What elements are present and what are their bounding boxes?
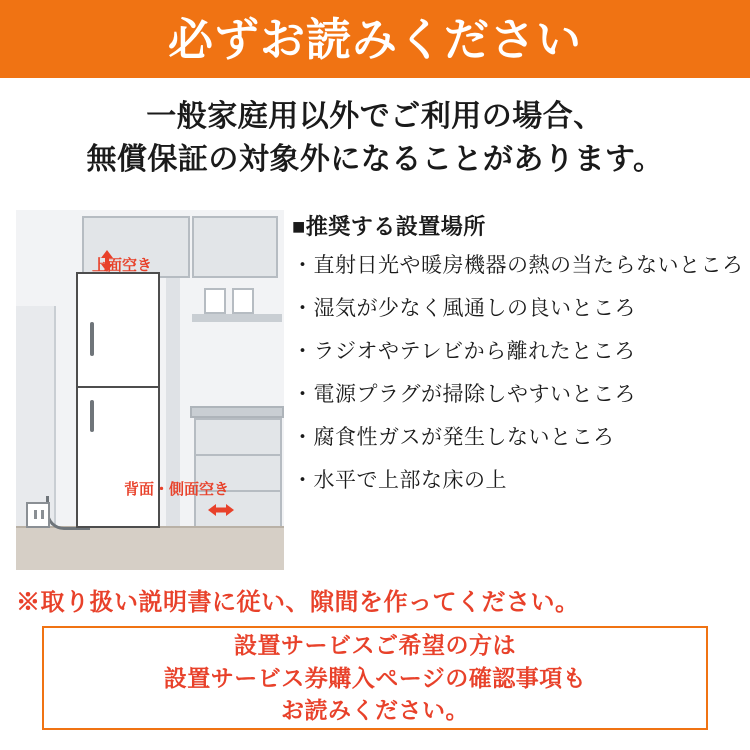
top-clearance-label: 上面空き xyxy=(92,257,153,274)
left-wall-panel xyxy=(16,306,56,526)
installation-service-text xyxy=(164,629,587,727)
power-outlet-icon xyxy=(26,502,50,528)
list-item: ・ラジオやテレビから離れたところ xyxy=(292,340,636,363)
recommended-heading: ■推奨する設置場所 xyxy=(292,214,486,239)
list-item: ・腐食性ガスが発生しないところ xyxy=(292,426,615,449)
installation-service-line-3: お読みください。 xyxy=(280,697,469,724)
installation-illustration xyxy=(16,210,284,570)
wall-shelf xyxy=(192,314,282,322)
list-item: ・湿気が少なく風通しの良いところ xyxy=(292,297,636,320)
fridge-handle-upper xyxy=(90,322,94,356)
shelf-item-left xyxy=(204,288,226,314)
kitchen-counter xyxy=(190,406,284,418)
list-item: ・電源プラグが掃除しやすいところ xyxy=(292,383,636,406)
lead-line-2: 無償保証の対象外になることがあります。 xyxy=(86,142,664,176)
installation-service-line-2: 設置サービス券購入ページの確認事項も xyxy=(163,664,587,691)
floor xyxy=(16,526,284,570)
recommended-locations xyxy=(292,210,742,513)
page-title: 必ずお読みください xyxy=(167,13,582,65)
list-item: ・水平で上部な床の上 xyxy=(292,469,507,492)
shelf-item-right xyxy=(232,288,254,314)
side-clearance-label: 背面・側面空き xyxy=(124,481,230,498)
list-item: ・直射日光や暖房機器の熱の当たらないところ xyxy=(292,254,744,277)
manual-note: ※取り扱い説明書に従い、隙間を作ってください。 xyxy=(16,589,580,616)
header-banner xyxy=(0,0,750,78)
upper-cabinet-right xyxy=(192,216,278,278)
fridge-door-divider xyxy=(78,386,158,388)
fridge-handle-lower xyxy=(90,400,94,432)
installation-service-line-1: 設置サービスご希望の方は xyxy=(233,632,516,659)
outlet-slot-left xyxy=(34,510,37,519)
lead-line-1: 一般家庭用以外でご利用の場合、 xyxy=(146,100,604,133)
installation-service-box xyxy=(42,626,708,730)
outlet-slot-right xyxy=(41,510,44,519)
cabinet-divider-1 xyxy=(196,454,280,456)
lead-text xyxy=(0,96,750,181)
left-right-arrow-icon xyxy=(208,502,234,518)
